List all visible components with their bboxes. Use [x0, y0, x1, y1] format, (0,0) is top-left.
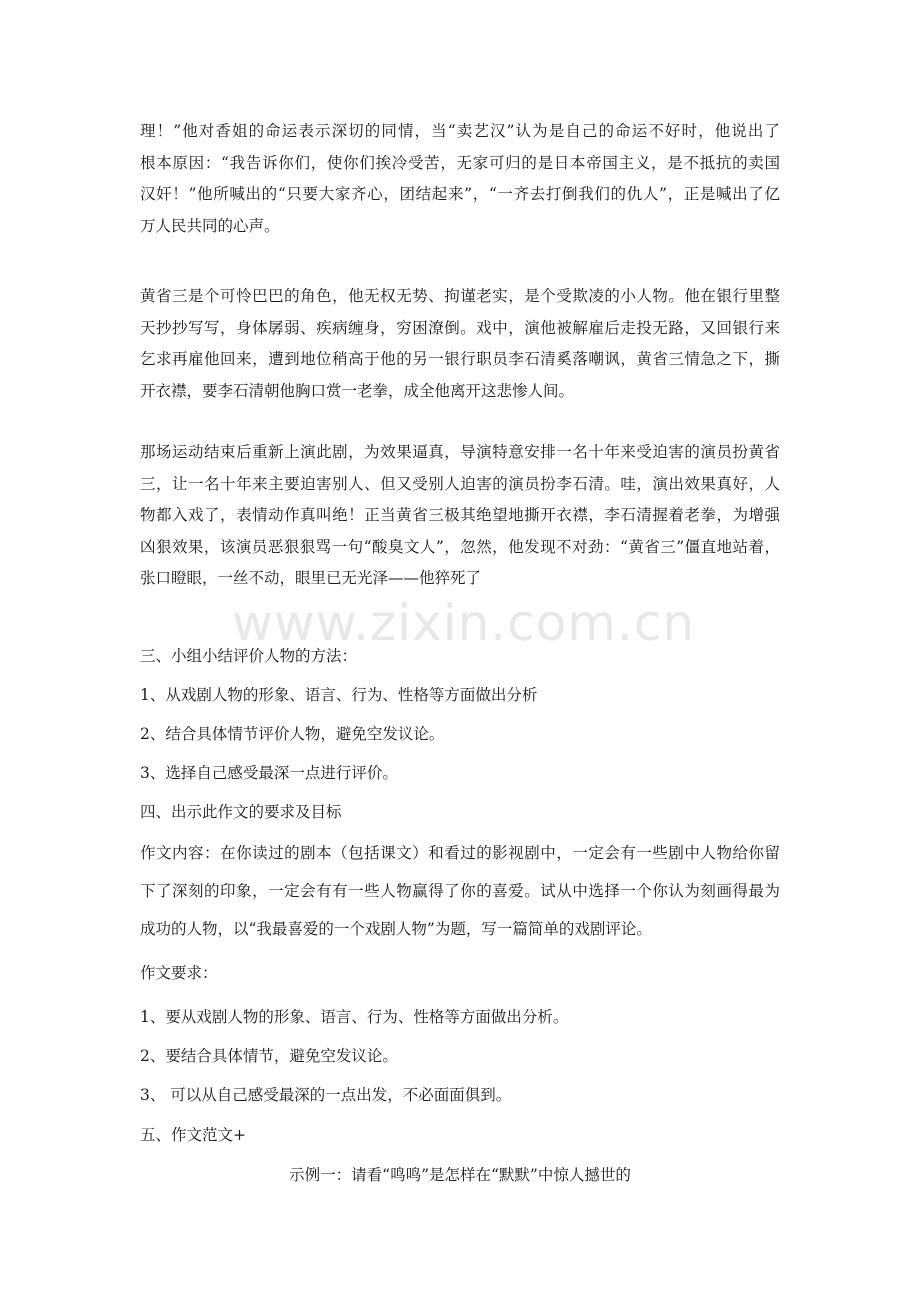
requirements-heading: 作文要求： — [140, 964, 218, 982]
text-line: 下了深刻的印象，一定会有有一些人物赢得了你的喜爱。试从中选择一个你认为刻画得最为 — [140, 882, 780, 900]
section-3-item-2: 2、结合具体情节评价人物，避免空发议论。 — [140, 725, 445, 743]
text-line: 天抄抄写写，身体孱弱、疾病缠身，穷困潦倒。戏中，演他被解雇后走投无路，又回银行来 — [140, 318, 780, 337]
section-3-item-3: 3、选择自己感受最深一点进行评价。 — [140, 764, 398, 782]
text-line: 那场运动结束后重新上演此剧，为效果逼真，导演特意安排一名十年来受迫害的演员扮黄省 — [140, 443, 780, 461]
text-line: 开衣襟，要李石清朝他胸口赏一老拳，成全他离开这悲惨人间。 — [140, 381, 575, 400]
section-4-heading: 四、出示此作文的要求及目标 — [140, 803, 342, 821]
text-line: 万人民共同的心声。 — [140, 216, 280, 235]
requirement-item-2: 2、要结合具体情节，避免空发议论。 — [140, 1047, 398, 1065]
example-title: 示例一：请看“鸣鸣”是怎样在“默默”中惊人撼世的 — [289, 1166, 631, 1184]
section-3-item-1: 1、从戏剧人物的形象、语言、行为、性格等方面做出分析 — [140, 686, 538, 704]
paragraph-4 — [140, 834, 780, 948]
section-3-heading: 三、小组小结评价人物的方法： — [140, 647, 358, 665]
section-5-heading: 五、作文范文+ — [140, 1126, 246, 1144]
text-line: 成功的人物，以“我最喜爱的一个戏剧人物”为题，写一篇简单的戏剧评论。 — [140, 920, 652, 938]
text-line: 三，让一名十年来主要迫害别人、但又受别人迫害的演员扮李石清。哇，演出效果真好，人 — [140, 474, 780, 493]
text-line: 汉奸！”他所喊出的“只要大家齐心，团结起来”，“一齐去打倒我们的仇人”，正是喊出了亿 — [140, 185, 780, 203]
requirement-item-1: 1、要从戏剧人物的形象、语言、行为、性格等方面做出分析。 — [140, 1008, 569, 1026]
paragraph-3 — [140, 437, 780, 595]
paragraph-2 — [140, 281, 780, 407]
paragraph-1 — [140, 116, 780, 242]
watermark-text: www.zixin.com.cn — [232, 594, 696, 652]
requirement-item-3: 3、 可以从自己感受最深的一点出发，不必面面俱到。 — [140, 1086, 512, 1104]
text-line: 理！”他对香姐的命运表示深切的同情，当“卖艺汉”认为是自己的命运不好时，他说出了 — [140, 122, 780, 140]
text-line: 凶狠效果，该演员恶狠狠骂一句“酸臭文人”，忽然，他发现不对劲：“黄省三”僵直地站着， — [140, 537, 780, 556]
text-line: 物都入戏了，表情动作真叫绝！正当黄省三极其绝望地撕开衣襟，李石清握着老拳，为增强 — [140, 506, 780, 524]
text-line: 作文内容：在你读过的剧本（包括课文）和看过的影视剧中，一定会有一些剧中人物给你留 — [140, 844, 780, 862]
text-line: 张口瞪眼，一丝不动，眼里已无光泽——他猝死了 — [140, 569, 482, 587]
text-line: 根本原因：“我告诉你们，使你们挨冷受苦，无家可归的是日本帝国主义，是不抵抗的卖国 — [140, 153, 780, 172]
text-line: 黄省三是个可怜巴巴的角色，他无权无势、拘谨老实，是个受欺凌的小人物。他在银行里整 — [140, 287, 780, 305]
text-line: 乞求再雇他回来，遭到地位稍高于他的另一银行职员李石清奚落嘲讽，黄省三情急之下，撕 — [140, 350, 780, 368]
